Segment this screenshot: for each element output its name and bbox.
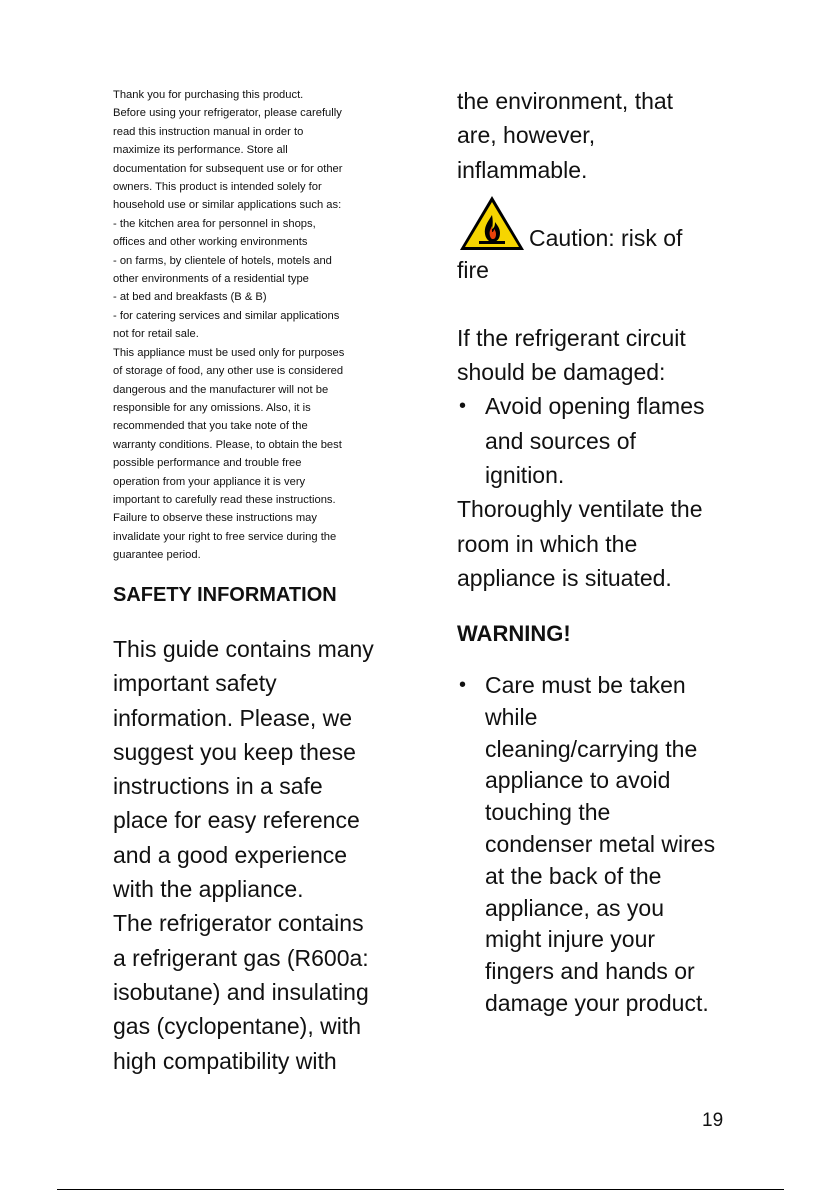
flame-bullet-list (457, 389, 757, 492)
circuit-line: should be damaged: (457, 359, 666, 386)
intro-line: important to carefully read these instructions. (113, 493, 336, 506)
list-item-cont (457, 829, 757, 861)
ventilate-line: Thoroughly ventilate the (457, 496, 703, 523)
guide-line: important safety (113, 670, 277, 697)
bullet-line: appliance, as you (485, 894, 665, 921)
list-item-cont (457, 861, 757, 893)
bullet-line: Care must be taken (485, 672, 686, 698)
intro-line: documentation for subsequent use or for other (113, 162, 343, 175)
intro-line: - at bed and breakfasts (B & B) (113, 291, 267, 304)
list-item-cont (457, 424, 757, 458)
environment-line: inflammable. (457, 156, 588, 183)
environment-line: are, however, (457, 122, 596, 149)
list-item-cont (457, 734, 757, 766)
guide-line: and a good experience (113, 841, 348, 868)
list-item-cont (457, 702, 757, 734)
intro-line: responsible for any omissions. Also, it is (113, 401, 311, 414)
guide-line: instructions in a safe (113, 773, 323, 800)
bullet-line: condenser metal wires (485, 830, 716, 857)
caution-label: Caution: risk of (529, 224, 683, 251)
guide-line: isobutane) and insulating (113, 978, 369, 1005)
intro-line: dangerous and the manufacturer will not be (113, 383, 329, 396)
bullet-line: appliance to avoid (485, 767, 671, 794)
intro-line: operation from your appliance it is very (113, 475, 306, 488)
flammable-warning-icon (457, 193, 527, 253)
caution-label-cont: fire (457, 256, 489, 283)
circuit-line: If the refrigerant circuit (457, 324, 686, 351)
bullet-line: cleaning/carrying the (485, 735, 698, 762)
intro-line: Failure to observe these instructions may (113, 512, 317, 525)
guide-line: place for easy reference (113, 807, 360, 834)
intro-line: possible performance and trouble free (113, 457, 302, 470)
intro-line: - for catering services and similar applications (113, 309, 340, 322)
bullet-dot: • (459, 395, 467, 418)
guide-line: with the appliance. (113, 876, 304, 903)
bullet-line: fingers and hands or (485, 958, 695, 985)
intro-line: recommended that you take note of the (113, 420, 308, 433)
bullet-line: Avoid opening flames (485, 393, 705, 420)
intro-line: guarantee period. (113, 549, 201, 562)
intro-line: offices and other working environments (113, 236, 308, 249)
guide-line: gas (cyclopentane), with (113, 1013, 362, 1040)
list-item-cont (457, 893, 757, 925)
list-item-cont (457, 458, 757, 492)
ventilate-line: appliance is situated. (457, 564, 672, 591)
bottom-divider (57, 1189, 784, 1190)
right-column (457, 84, 757, 595)
guide-line: a refrigerant gas (R600a: (113, 944, 369, 971)
list-item (457, 670, 757, 702)
intro-paragraph (113, 86, 393, 565)
intro-line: Thank you for purchasing this product. (113, 89, 304, 101)
intro-line: household use or similar applications such as: (113, 199, 342, 212)
bullet-line: damage your product. (485, 989, 709, 1016)
intro-line: Before using your refrigerator, please carefully (113, 107, 342, 120)
intro-line: invalidate your right to free service during the (113, 530, 337, 543)
bullet-line: while (485, 703, 538, 730)
bullet-line: might injure your (485, 926, 656, 953)
guide-line: This guide contains many (113, 636, 374, 662)
warning-bullet-list (457, 670, 757, 1020)
environment-line: the environment, that (457, 88, 674, 114)
bullet-line: at the back of the (485, 862, 662, 889)
bullet-dot: • (459, 674, 467, 696)
intro-line: This appliance must be used only for purposes (113, 346, 345, 359)
list-item-cont (457, 956, 757, 988)
intro-line: - the kitchen area for personnel in shops, (113, 217, 316, 230)
list-item-cont (457, 797, 757, 829)
ventilate-line: room in which the (457, 530, 638, 557)
page-number: 19 (702, 1110, 724, 1131)
safety-guide-paragraph (113, 632, 403, 1078)
caution-row (457, 193, 757, 253)
intro-line: of storage of food, any other use is considered (113, 365, 344, 378)
intro-line: other environments of a residential type (113, 273, 309, 286)
safety-information-heading: SAFETY INFORMATION (113, 584, 337, 606)
intro-line: maximize its performance. Store all (113, 144, 288, 157)
guide-line: high compatibility with (113, 1047, 337, 1074)
intro-line: warranty conditions. Please, to obtain the best (113, 438, 342, 451)
intro-line: not for retail sale. (113, 328, 199, 341)
bullet-line: ignition. (485, 462, 565, 489)
guide-line: suggest you keep these (113, 738, 356, 765)
bullet-line: and sources of (485, 427, 636, 454)
list-item (457, 389, 757, 423)
intro-line: owners. This product is intended solely for (113, 181, 322, 194)
list-item-cont (457, 765, 757, 797)
list-item-cont (457, 988, 757, 1020)
warning-heading: WARNING! (457, 621, 571, 646)
intro-line: read this instruction manual in order to (113, 125, 304, 138)
guide-line: information. Please, we (113, 704, 353, 731)
list-item-cont (457, 924, 757, 956)
intro-line: - on farms, by clientele of hotels, motels and (113, 254, 332, 267)
guide-line: The refrigerator contains (113, 910, 364, 937)
bullet-line: touching the (485, 799, 611, 826)
